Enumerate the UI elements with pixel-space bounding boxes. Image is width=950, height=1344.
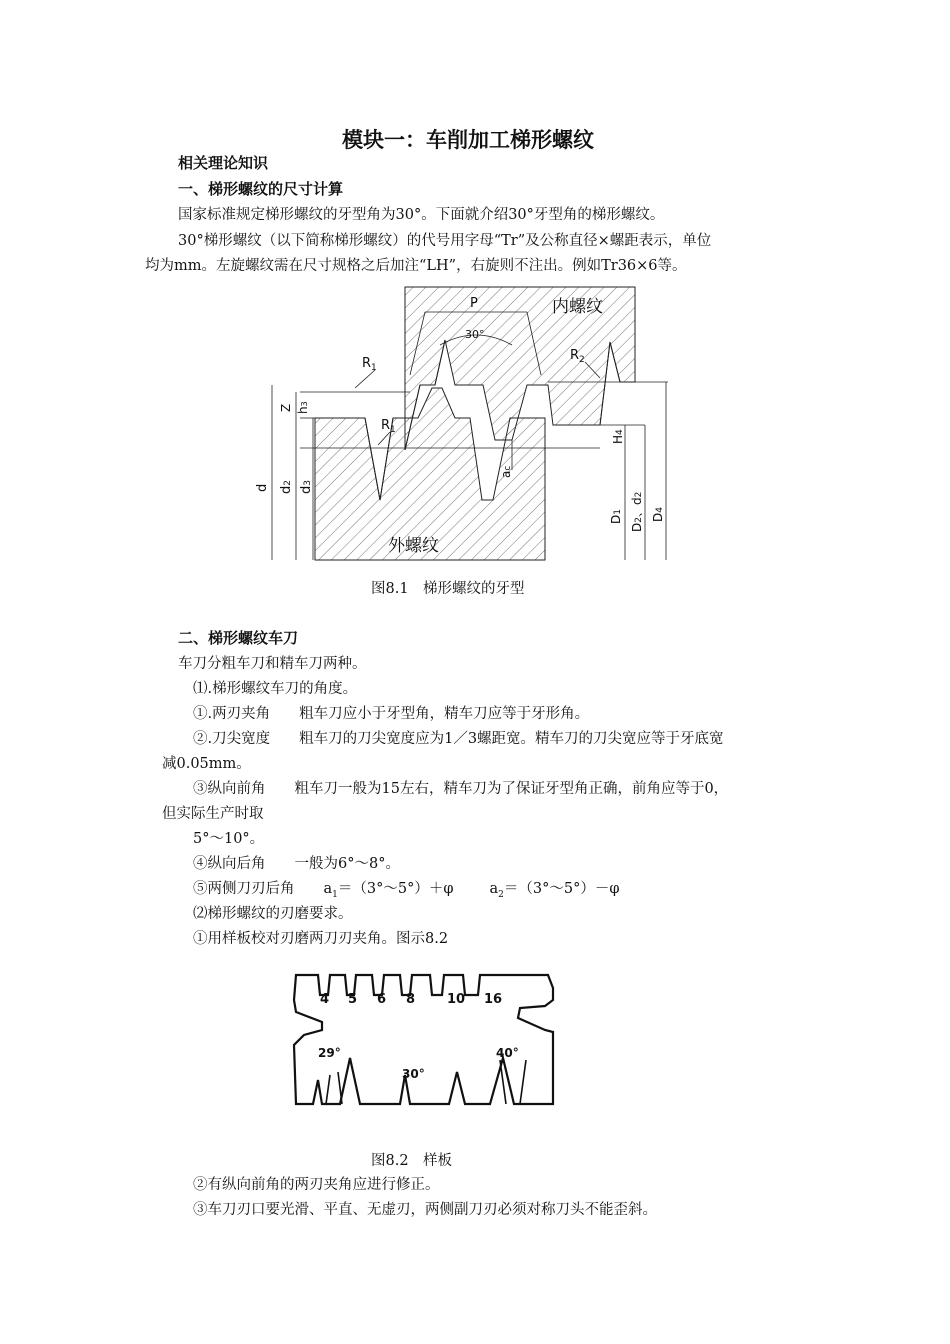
label-d4-upper-sub: 4 [655,507,665,513]
paragraph-2-line-2: 均为mm。左旋螺纹需在尺寸规格之后加注“LH”，右旋则不注出。例如Tr36×6等。 [145,258,687,274]
label-d4-upper: D [651,512,665,522]
svg-text:D2、d2 [630,492,644,532]
page-title: 模块一：车削加工梯形螺纹 [342,128,594,152]
item-2-line-1: ②.刀尖宽度 粗车刀的刀尖宽度应为1／3螺距宽。精车刀的刀尖宽应等于牙底宽 [193,731,724,747]
item-5-prefix: ⑤两侧刀刃后角 [193,881,324,897]
svg-text:R1 [362,356,377,373]
item-5-a2-formula: ＝（3°～5°）－φ [503,881,620,897]
item-3-line-3: 5°～10°。 [193,831,265,847]
section-theory: 相关理论知识 [178,154,269,172]
label-d2-upper-sub2: 2 [634,491,644,498]
svg-text:H4 [611,429,625,444]
label-h3-sub: 3 [300,401,309,407]
grind-item-1: ①用样板校对刃磨两刀刃夹角。图示8.2 [193,931,449,947]
label-h4: H [611,434,625,444]
notch-label-5: 5 [348,992,358,1007]
label-ac: a [499,470,513,478]
gauge-outline [294,975,553,1104]
item-5-a1-formula: ＝（3°～5°）＋φ [337,881,454,897]
paragraph-tools: 车刀分粗车刀和精车刀两种。 [178,656,367,672]
label-r2: R [570,348,580,363]
grind-item-3: ③车刀刃口要光滑、平直、无虚刃，两侧副刀刃必须对称刀头不能歪斜。 [193,1202,657,1218]
label-d: d [255,483,270,492]
label-d3: d [299,485,314,494]
item-1: ①.两刃夹角 粗车刀应小于牙型角，精车刀应等于牙形角。 [193,706,590,722]
item-5-a2-sub: 2 [498,889,504,900]
paragraph-angles: ⑴.梯形螺纹车刀的角度。 [193,681,358,697]
label-inner-thread: 内螺纹 [552,297,603,317]
label-r1-mid-sub: 1 [390,425,396,435]
notch-label-16: 16 [484,992,503,1007]
item-3-line-1: ③纵向前角 粗车刀一般为15左右，精车刀为了保证牙型角正确，前角应等于0， [193,781,729,797]
label-d2-upper-sub: 2 [634,517,644,523]
label-h3: h [296,406,310,414]
label-30-degrees: 30° [402,1067,425,1081]
svg-text:d3 [299,480,314,494]
item-4: ④纵向后角 一般为6°～8°。 [193,856,400,872]
label-d1-upper: D [609,514,623,524]
label-d2: d [279,485,294,494]
notch-label-10: 10 [447,992,466,1007]
label-29-degrees: 29° [318,1046,341,1060]
grind-item-2: ②有纵向前角的两刃夹角应进行修正。 [193,1177,440,1193]
item-5-a2: a [489,881,499,897]
heading-1: 一、梯形螺纹的尺寸计算 [178,180,344,198]
paragraph-grind: ⑵梯形螺纹的刃磨要求。 [193,906,353,922]
notch-label-8: 8 [406,992,416,1007]
item-3-line-2: 但实际生产时取 [162,806,264,822]
thread-profile-diagram [250,284,680,569]
label-r1-top: R [362,356,372,371]
label-d1-upper-sub: 1 [613,509,623,515]
label-pitch: P [470,296,478,311]
label-40-degrees: 40° [496,1046,519,1060]
paragraph-1: 国家标准规定梯形螺纹的牙型角为30°。下面就介绍30°牙型角的梯形螺纹。 [178,207,665,223]
svg-text:D4 [651,507,665,522]
label-r1-mid: R [381,418,391,433]
label-r2-sub: 2 [579,355,585,365]
notch-label-6: 6 [377,992,387,1007]
notch-label-4: 4 [320,992,330,1007]
label-d2-upper: D [630,522,644,532]
item-5-a1-sub: 1 [332,889,338,900]
label-ac-sub: c [503,465,513,471]
item-2-line-2: 减0.05mm。 [162,756,251,772]
svg-text:h3 [296,401,310,414]
label-outer-thread: 外螺纹 [388,536,439,556]
label-h4-sub: 4 [615,429,625,435]
figure-8-1-caption: 图8.1 梯形螺纹的牙型 [371,581,525,597]
paragraph-2-line-1: 30°梯形螺纹（以下简称梯形螺纹）的代号用字母“Tr”及公称直径×螺距表示，单位 [178,233,712,249]
item-5 [193,877,620,900]
figure-8-2-caption: 图8.2 样板 [371,1153,453,1169]
heading-2: 二、梯形螺纹车刀 [178,629,299,647]
label-z: Z [279,403,293,412]
svg-text:d2 [279,480,294,494]
thread-gauge-template [285,965,560,1115]
item-5-a1: a [323,881,333,897]
label-d2-upper-mid: 、d [630,497,644,518]
svg-text:D1 [609,509,623,524]
label-r1-top-sub: 1 [371,363,377,373]
label-angle: 30° [465,328,485,341]
label-d2-sub: 2 [283,480,293,486]
label-d3-sub: 3 [303,480,313,486]
